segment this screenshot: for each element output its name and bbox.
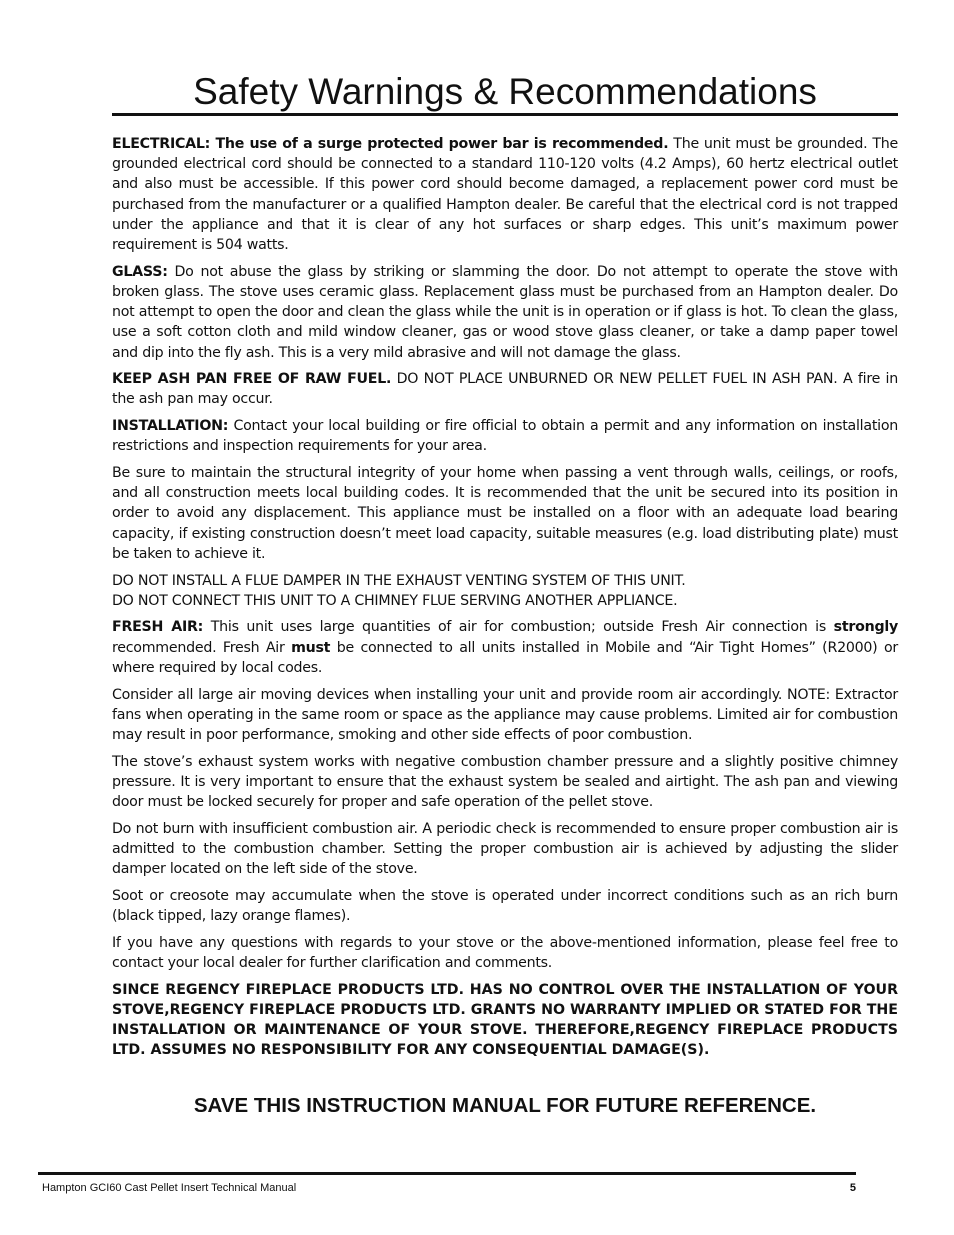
chimney-warning: DO NOT CONNECT THIS UNIT TO A CHIMNEY FLUE SERVING ANOTHER APPLIANCE. — [112, 592, 678, 609]
fresh-air-text-1: This unit uses large quantities of air for combustion; outside Fresh Air connection is — [203, 619, 834, 636]
glass-paragraph — [112, 262, 898, 363]
page-title: Safety Warnings & Recommendations — [193, 71, 817, 112]
fresh-air-text-3: be connected to all units installed in Mobile and “Air Tight Homes” (R2000) or where required by local codes. — [112, 639, 898, 676]
questions-paragraph: If you have any questions with regards to your stove or the above-mentioned information, please feel free to contact your local dealer for further clarification and comments. — [112, 934, 898, 972]
save-manual-notice: SAVE THIS INSTRUCTION MANUAL FOR FUTURE REFERENCE. — [193, 1094, 817, 1117]
air-moving-paragraph: Consider all large air moving devices when installing your unit and provide room air accordingly. NOTE: Extractor fans when operating in the same room or space as the appliance may cause problems. Limited air for combustion may result in poor performance, smoking and other side effects of poor combustion. — [112, 686, 898, 743]
page-number: 5 — [849, 1182, 856, 1194]
electrical-paragraph — [112, 134, 898, 255]
installation-heading: INSTALLATION: — [112, 418, 229, 435]
footer-rule — [38, 1172, 856, 1175]
ash-pan-text: DO NOT PLACE UNBURNED OR NEW PELLET FUEL IN ASH PAN. A fire in the ash pan may occur. — [112, 371, 898, 408]
fresh-air-heading: FRESH AIR: — [112, 619, 204, 636]
soot-paragraph: Soot or creosote may accumulate when the stove is operated under incorrect conditions such as an rich burn (black tipped, lazy orange flames). — [112, 887, 898, 925]
exhaust-paragraph: The stove’s exhaust system works with negative combustion chamber pressure and a slightly positive chimney pressure. It is very important to ensure that the exhaust system be sealed and airtight. The ash pan and viewing door must be locked securely for proper and safe operation of the pellet stove. — [112, 753, 898, 811]
electrical-text: The unit must be grounded. The grounded electrical cord should be connected to a standard 110-120 volts (4.2 Amps), 60 hertz electrical outlet and also must be accessible. If this power cord should become damaged, a replacement power cord must be purchased from the manufacturer or a qualified Hampton dealer. Be careful that the electrical cord is not trapped under the appliance and that it is clear of any hot surfaces or sharp edges. This unit’s maximum power requirement is 504 watts. — [112, 136, 899, 254]
ash-pan-heading: KEEP ASH PAN FREE OF RAW FUEL. — [112, 371, 392, 388]
flue-damper-warning: DO NOT INSTALL A FLUE DAMPER IN THE EXHAUST VENTING SYSTEM OF THIS UNIT. — [112, 572, 686, 589]
footer-manual-title: Hampton GCI60 Cast Pellet Insert Technical Manual — [42, 1182, 297, 1194]
fresh-air-strongly: strongly — [833, 619, 898, 636]
structural-paragraph: Be sure to maintain the structural integrity of your home when passing a vent through walls, ceilings, or roofs, and all construction meets local building codes. It is recommended that the unit be secured into its position in order to avoid any displacement. This appliance must be installed on a floor with an adequate load bearing capacity, if existing construction doesn’t meet load capacity, suitable measures (e.g. load distributing plate) must be taken to achieve it. — [112, 465, 898, 562]
installation-paragraph — [112, 416, 898, 456]
document-body — [112, 134, 898, 1067]
fresh-air-must: must — [291, 639, 331, 656]
title-rule — [112, 113, 898, 116]
combustion-air-paragraph: Do not burn with insufficient combustion air. A periodic check is recommended to ensure proper combustion air is admitted to the combustion chamber. Setting the proper combustion air is achieved by adjusting the slider damper located on the left side of the stove. — [112, 820, 898, 878]
glass-text: Do not abuse the glass by striking or slamming the door. Do not attempt to operate the stove with broken glass. The stove uses ceramic glass. Replacement glass must be purchased from an Hampton dealer. Do not attempt to open the door and clean the glass while the unit is in operation or if glass is hot. To clean the glass, use a soft cotton cloth and mild window cleaner, gas or wood stove glass cleaner, or take a damp paper towel and dip into the fly ash. This is a very mild abrasive and will not damage the glass. — [112, 263, 898, 361]
installation-text: Contact your local building or fire official to obtain a permit and any information on installation restrictions and inspection requirements for your area. — [112, 418, 898, 455]
fresh-air-text-2: recommended. Fresh Air — [112, 639, 292, 656]
ash-pan-paragraph — [112, 369, 898, 409]
electrical-heading: ELECTRICAL: The use of a surge protected power bar is recommended. — [112, 136, 669, 152]
liability-disclaimer: SINCE REGENCY FIREPLACE PRODUCTS LTD. HAS NO CONTROL OVER THE INSTALLATION OF YOUR STOVE,REGENCY FIREPLACE PRODUCTS LTD. GRANTS NO WARRANTY IMPLIED OR STATED FOR THE INSTALLATION OR MAINTENANCE OF YOUR STOVE. THEREFORE,REGENCY FIREPLACE PRODUCTS LTD. ASSUMES NO RESPONSIBILITY FOR ANY CONSEQUENTIAL DAMAGE(S). — [112, 981, 898, 1059]
glass-heading: GLASS: — [112, 263, 168, 280]
fresh-air-paragraph — [112, 617, 898, 678]
